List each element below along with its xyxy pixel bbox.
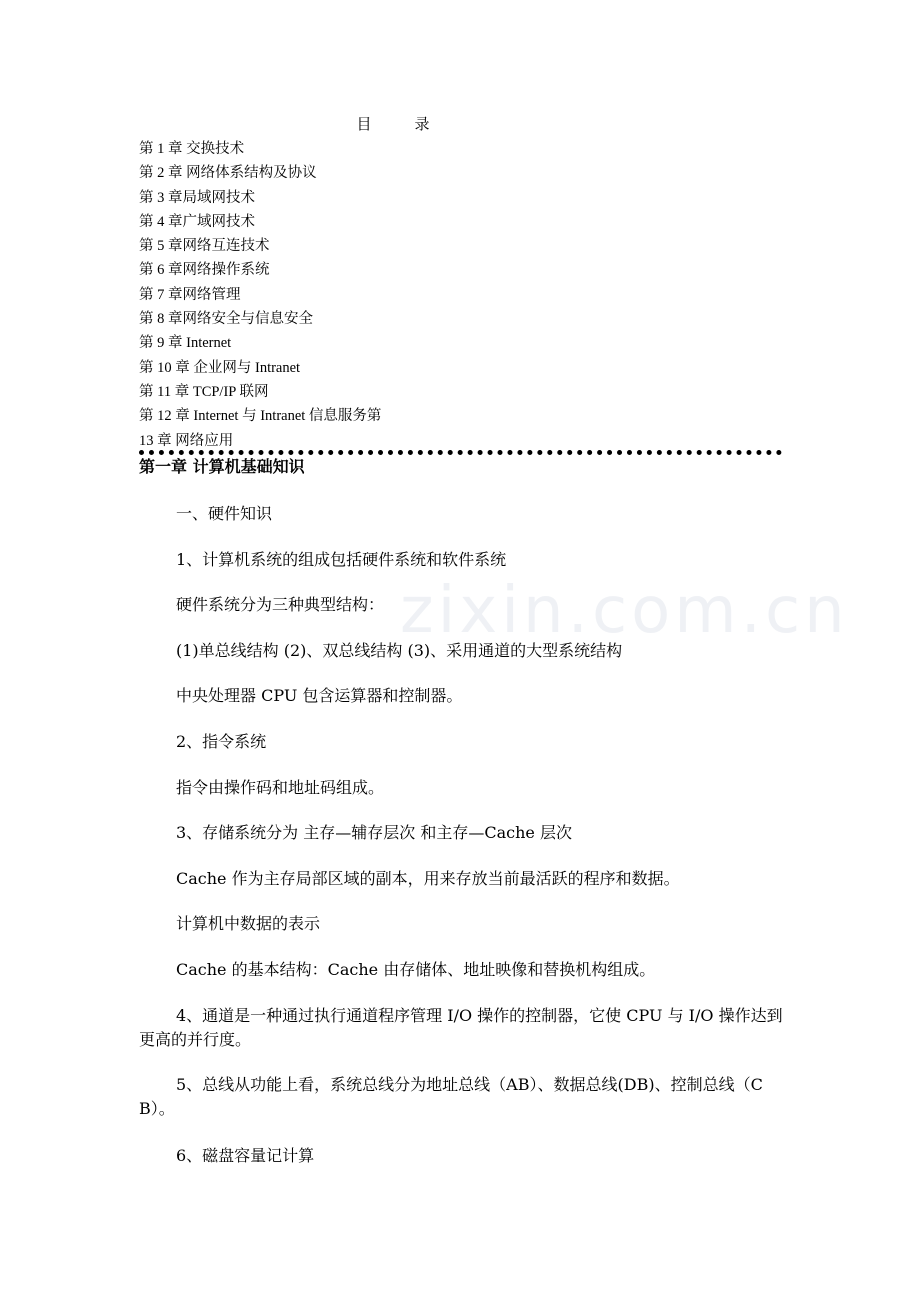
paragraph: 指令由操作码和地址码组成。 xyxy=(176,778,385,797)
toc-item: 第 9 章 Internet xyxy=(139,335,232,352)
toc-title: 目 录 xyxy=(356,115,444,133)
toc-item: 第 11 章 TCP/IP 联网 xyxy=(139,383,269,400)
table-of-contents xyxy=(139,137,381,453)
paragraph: (1)单总线结构 (2)、双总线结构 (3)、采用通道的大型系统结构 xyxy=(176,641,623,660)
toc-item: 第 2 章 网络体系结构及协议 xyxy=(139,165,317,182)
paragraph: 6、磁盘容量记计算 xyxy=(176,1146,315,1165)
toc-item: 第 7 章网络管理 xyxy=(139,286,241,303)
toc-item: 第 3 章局域网技术 xyxy=(139,189,255,206)
toc-item: 13 章 网络应用 xyxy=(139,432,234,449)
toc-item: 第 10 章 企业网与 Intranet xyxy=(139,359,301,376)
paragraph: 2、指令系统 xyxy=(176,732,267,751)
paragraph: 中央处理器 CPU 包含运算器和控制器。 xyxy=(176,686,463,705)
toc-item: 第 5 章网络互连技术 xyxy=(139,238,270,255)
toc-item: 第 4 章广域网技术 xyxy=(139,213,255,230)
toc-item: 第 6 章网络操作系统 xyxy=(139,262,270,279)
paragraph: 1、计算机系统的组成包括硬件系统和软件系统 xyxy=(176,550,507,569)
paragraph: 4、通道是一种通过执行通道程序管理 I/O 操作的控制器，它使 CPU 与 I/O 操作达到更高的并行度。 xyxy=(139,1006,783,1049)
toc-item: 第 12 章 Internet 与 Intranet 信息服务第 xyxy=(139,408,382,425)
paragraph: 3、存储系统分为 主存—辅存层次 和主存—Cache 层次 xyxy=(176,823,572,842)
paragraph: 计算机中数据的表示 xyxy=(176,914,321,933)
paragraph: 5、总线从功能上看，系统总线分为地址总线（AB）、数据总线(DB)、控制总线（CB）。 xyxy=(139,1075,763,1118)
paragraph: 硬件系统分为三种典型结构： xyxy=(176,595,385,614)
paragraph: Cache 的基本结构：Cache 由存储体、地址映像和替换机构组成。 xyxy=(176,960,656,979)
section-heading: 一、硬件知识 xyxy=(176,504,273,523)
toc-item: 第 1 章 交换技术 xyxy=(139,141,245,157)
paragraph: Cache 作为主存局部区域的副本，用来存放当前最活跃的程序和数据。 xyxy=(176,869,680,888)
chapter-heading: 第一章 计算机基础知识 xyxy=(139,457,305,476)
watermark: zixin.com.cn xyxy=(400,574,849,648)
toc-item: 第 8 章网络安全与信息安全 xyxy=(139,311,313,328)
